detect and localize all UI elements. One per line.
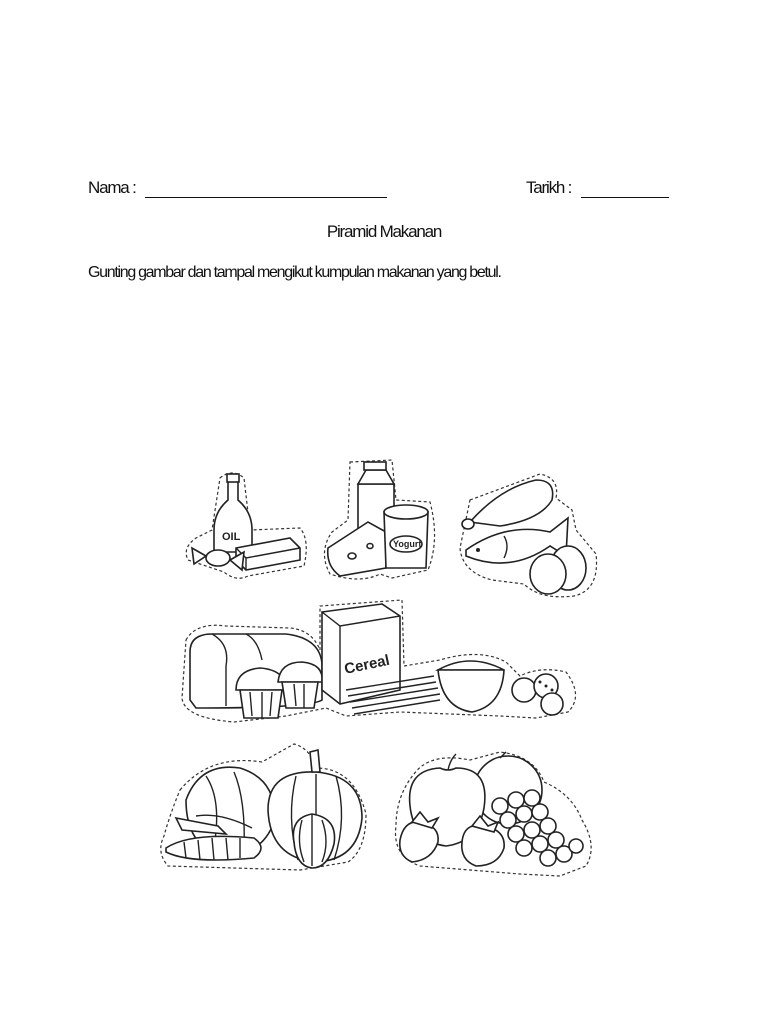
yogurt-cup-icon: [384, 505, 428, 568]
oil-label: OIL: [222, 531, 241, 543]
vegetables-cutout[interactable]: [161, 744, 366, 870]
protein-cutout[interactable]: [460, 474, 597, 597]
page-title: Piramid Makanan: [326, 222, 442, 241]
fruits-cutout[interactable]: [396, 752, 592, 876]
instruction-text: Gunting gambar dan tampal mengikut kumpulan makanan yang betul.: [88, 264, 501, 281]
grains-cutout[interactable]: [182, 600, 576, 722]
yogurt-label: Yogurt: [393, 539, 422, 549]
name-label: Nama :: [88, 178, 136, 197]
date-label: Tarikh :: [526, 178, 572, 197]
dairy-cutout[interactable]: [324, 460, 434, 579]
cereal-label: Cereal: [342, 651, 392, 678]
fats-oils-sweets-cutout[interactable]: [186, 473, 306, 578]
